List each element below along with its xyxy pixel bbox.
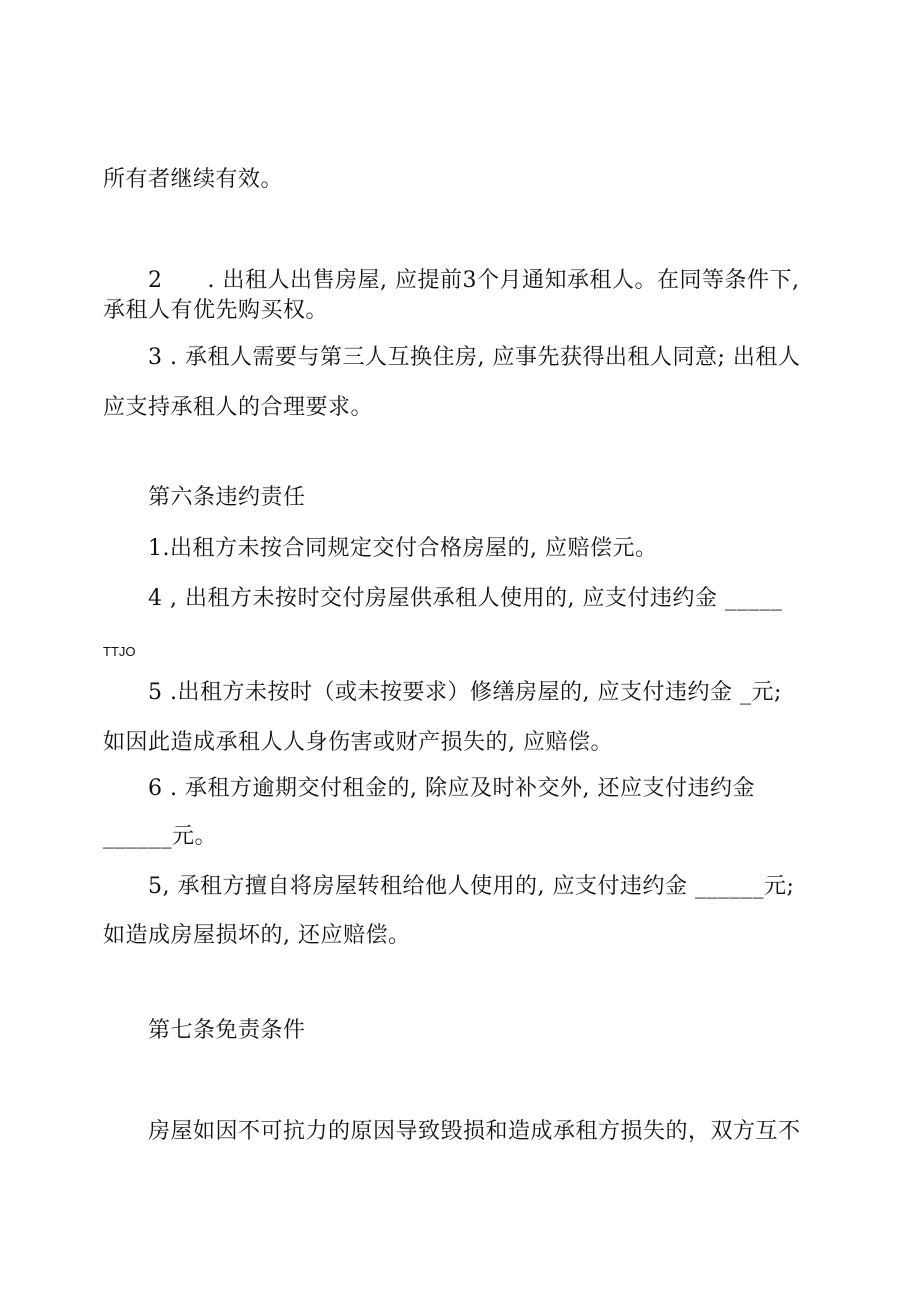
text-line: ______元。 — [103, 824, 218, 849]
text-fragment: TTJO — [103, 644, 136, 659]
text-line: 6 . 承租方逾期交付租金的, 除应及时补交外, 还应支付违约金 — [148, 776, 755, 801]
text-line: 4 , 出租方未按时交付房屋供承租人使用的, 应支付违约金 _____ — [148, 586, 783, 611]
text-line: 2 . 出租人出售房屋, 应提前3个月通知承租人。在同等条件下, — [148, 268, 800, 293]
text-line: 5, 承租方擅自将房屋转租给他人使用的, 应支付违约金 ______元; — [148, 874, 795, 899]
text-line: 房屋如因不可抗力的原因导致毁损和造成承租方损失的，双方互不 — [148, 1119, 801, 1144]
text-line: 所有者继续有效。 — [103, 167, 284, 192]
text-line: 如因此造成承租人人身伤害或财产损失的, 应赔偿。 — [103, 730, 613, 755]
text-line: 应支持承租人的合理要求。 — [103, 395, 374, 420]
text-line: 如造成房屋损坏的, 还应赔偿。 — [103, 923, 411, 948]
text-line: 承租人有优先购买权。 — [103, 298, 329, 323]
text-line: 3 . 承租人需要与第三人互换住房, 应事先获得出租人同意; 出租人 — [148, 345, 801, 370]
section-heading: 第七条免责条件 — [148, 1018, 306, 1043]
section-heading: 第六条违约责任 — [148, 485, 306, 510]
text-line: 5 .出租方未按时（或未按要求）修缮房屋的, 应支付违约金 _元; — [148, 680, 782, 705]
text-line: 1.出租方未按合同规定交付合格房屋的, 应赔偿元。 — [148, 536, 658, 561]
